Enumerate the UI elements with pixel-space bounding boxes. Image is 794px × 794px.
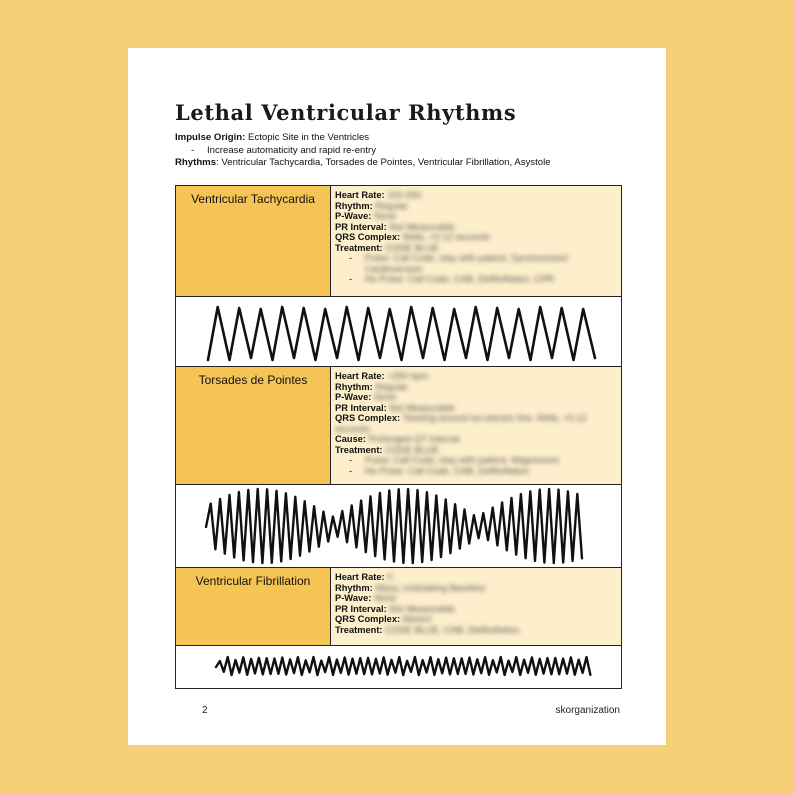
rhythm-label: Rhythm:: [335, 200, 373, 211]
brand-name: skorganization: [555, 705, 620, 716]
cause-value: Prolonged QT Interval: [368, 434, 460, 444]
pwave-label: P-Wave:: [335, 392, 372, 402]
vfib-ecg-strip: [176, 646, 621, 688]
heart-rate-label: Heart Rate:: [335, 190, 385, 200]
impulse-origin-label: Impulse Origin:: [175, 132, 246, 143]
treatment-item: Pulse: Call Code, stay with patient, Synchronized Cardioversion: [365, 253, 568, 274]
page-number: 2: [202, 705, 208, 716]
qrs-value: Wide, >0.12 seconds: [402, 232, 490, 242]
torsades-name-cell: [176, 367, 331, 484]
torsades-row: [176, 367, 621, 485]
intro-block: [175, 132, 551, 170]
vtach-name-cell: [176, 186, 331, 296]
qrs-value: Absent: [402, 614, 432, 624]
treatment-item: Pulse: Call Code, stay with patient, Magnesium: [365, 455, 560, 465]
pr-label: PR Interval:: [335, 603, 387, 614]
rhythm-value: Regular: [375, 381, 408, 392]
worksheet-page: [128, 48, 666, 745]
vfib-waveform: [176, 646, 621, 688]
heart-rate-value: 100-250: [387, 190, 422, 200]
heart-rate-label: Heart Rate:: [335, 371, 385, 381]
torsades-details: Heart Rate: >250 bpm Rhythm: Regular P-Wave: None PR Interval: Not Measurable QRS Complex: Twisting around iso-electric line, Wide, >0.12 seconds Cause: Prolonged QT Interval Treatment: CODE BLUE - Pulse: Call Code, stay with patient, Magnesium - No Pulse: Call Code, CAB, Defibrillation: [331, 367, 621, 484]
bullet-text: Increase automaticity and rapid re-entry: [207, 144, 377, 156]
pr-value: Not Measurable: [389, 603, 455, 614]
torsades-waveform: [176, 485, 621, 567]
qrs-label: QRS Complex:: [335, 413, 401, 423]
vfib-name-cell: [176, 568, 331, 645]
heart-rate-value: 0: [387, 572, 393, 582]
impulse-origin-line: [175, 132, 551, 145]
impulse-origin-bullet: - Increase automaticity and rapid re-entry: [191, 144, 377, 156]
rhythm-name: Torsades de Pointes: [198, 373, 308, 387]
rhythm-table: [175, 185, 622, 689]
impulse-origin-value: Ectopic Site in the Ventricles: [245, 132, 370, 143]
treatment-value: CODE BLUE, CAB, Defibrillation: [385, 624, 520, 635]
qrs-value: Twisting around iso-electric line, Wide, >0.12 seconds: [335, 413, 587, 434]
pwave-value: None: [373, 392, 397, 402]
page-title: Lethal Ventricular Rhythms: [175, 100, 517, 125]
rhythm-value: Regular: [375, 200, 408, 211]
pwave-label: P-Wave:: [335, 211, 372, 221]
rhythm-name: Ventricular Fibrillation: [195, 574, 311, 588]
vtach-ecg-strip: [176, 297, 621, 367]
treatment-value: CODE BLUE: [385, 242, 439, 253]
pr-value: Not Measurable: [389, 221, 455, 232]
treatment-label: Treatment:: [335, 444, 383, 455]
qrs-label: QRS Complex:: [335, 614, 401, 624]
pwave-label: P-Wave:: [335, 593, 372, 603]
treatment-item: No Pulse: Call Code, CAB, Defibrillation: [365, 465, 530, 476]
pr-label: PR Interval:: [335, 402, 387, 413]
torsades-ecg-strip: [176, 485, 621, 568]
treatment-label: Treatment:: [335, 242, 383, 253]
treatment-value: CODE BLUE: [385, 444, 439, 455]
heart-rate-label: Heart Rate:: [335, 572, 385, 582]
vtach-details: Heart Rate: 100-250 Rhythm: Regular P-Wave: None PR Interval: Not Measurable QRS Complex: Wide, >0.12 seconds Treatment: CODE BLUE - Pulse: Call Code, stay with patient, Synchronized Cardioversion - No Pulse: Call Code, CAB, Defibrillation, CPR: [331, 186, 621, 296]
qrs-label: QRS Complex:: [335, 232, 401, 242]
rhythms-value: : Ventricular Tachycardia, Torsades de Pointes, Ventricular Fibrillation, Asystole: [216, 157, 551, 168]
rhythm-value: Wavy, Undulating Baseline: [375, 582, 486, 593]
vtach-waveform: [176, 297, 621, 366]
heart-rate-value: >250 bpm: [387, 371, 429, 381]
pwave-value: None: [373, 211, 397, 221]
treatment-label: Treatment:: [335, 624, 383, 635]
rhythm-label: Rhythm:: [335, 582, 373, 593]
rhythms-label: Rhythms: [175, 157, 217, 168]
rhythm-name: Ventricular Tachycardia: [191, 192, 315, 206]
rhythms-line: [175, 157, 551, 170]
pwave-value: None: [373, 593, 397, 603]
cause-label: Cause:: [335, 434, 367, 444]
vfib-details: [331, 568, 621, 645]
rhythm-label: Rhythm:: [335, 381, 373, 392]
vfib-row: [176, 568, 621, 646]
vtach-row: [176, 186, 621, 297]
treatment-item: No Pulse: Call Code, CAB, Defibrillation, CPR: [365, 274, 555, 284]
pr-label: PR Interval:: [335, 221, 387, 232]
pr-value: Not Measurable: [389, 402, 455, 413]
